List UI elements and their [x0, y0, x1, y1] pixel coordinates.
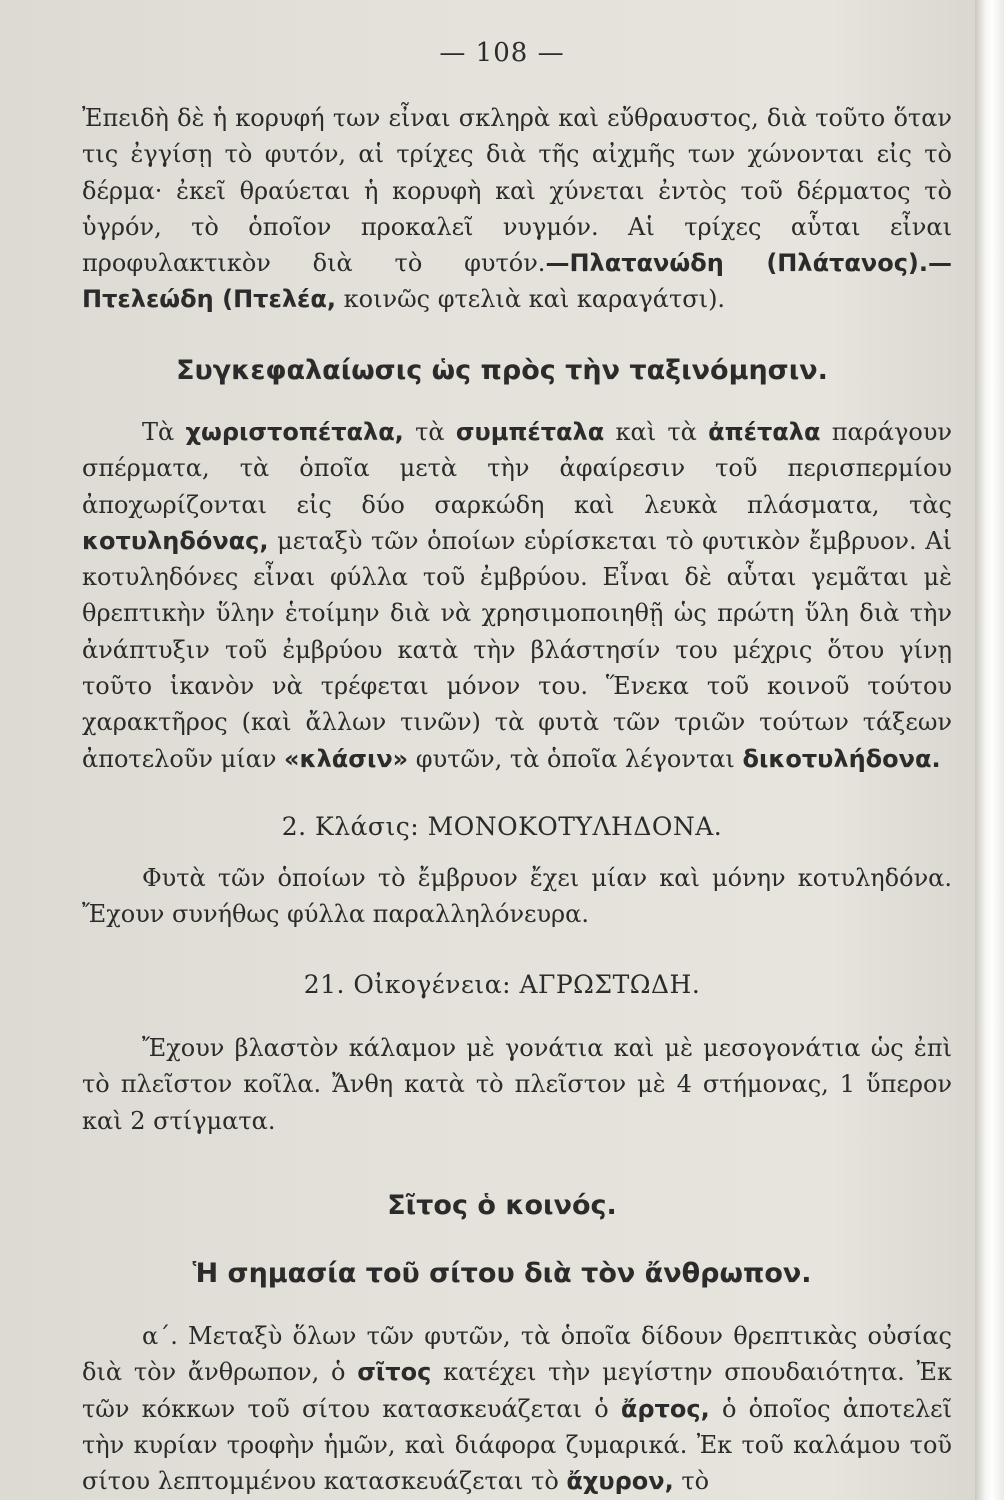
- bold-term: «κλάσιν»: [284, 744, 409, 773]
- section-heading-wheat: Σῖτος ὁ κοινός.: [387, 1190, 617, 1221]
- text: α΄. Μεταξὺ ὅλων τῶν φυτῶν, τὰ ὁποῖα δίδουν θρεπτικὰς οὐσίας διὰ τὸν ἄνθρωπον, ὁ: [82, 1322, 952, 1387]
- text: Ἐπειδὴ δὲ ἡ κορυφή των εἶναι σκληρὰ καὶ εὔθραυστος, διὰ τοῦτο ὅταν τις ἐγγίσῃ τὸ φυτόν, αἱ τρίχες διὰ τῆς αἰχμῆς των χώνονται εἰς τὸ δέρμα· ἐκεῖ θραύεται ἡ κορυφὴ καὶ χύνεται ἐντὸς τοῦ δέρματος τὸ ὑγρόν, τὸ ὁποῖον προκαλεῖ νυγμόν. Αἱ τρίχες αὗται εἶναι προφυλακτικὸν διὰ τὸ φυτόν.: [82, 104, 952, 278]
- paragraph-grasses: [82, 1030, 952, 1139]
- text: τὸ: [673, 1467, 710, 1496]
- class-heading-monocotyledons: 2. Κλάσις: ΜΟΝΟΚΟΤΥΛΗΔΟΝΑ.: [281, 812, 723, 841]
- text: Ἔχουν βλαστὸν κάλαμον μὲ γονάτια καὶ μὲ μεσογονάτια ὡς ἐπὶ τὸ πλεῖστον κοῖλα. Ἄνθη κατὰ τὸ πλεῖστον μὲ 4 στήμονας, 1 ὕπερον καὶ 2 στίγματα.: [82, 1034, 952, 1135]
- text: μεταξὺ τῶν ὁποίων εὑρίσκεται τὸ φυτικὸν ἔμβρυον. Αἱ κοτυληδόνες εἶναι φύλλα τοῦ ἐμβρύου. Εἶναι δὲ αὗται γεμᾶται μὲ θρεπτικὴν ὕλην ἑτοίμην διὰ νὰ χρησιμοποιηθῇ ὡς πρώτη ὕλη διὰ τὴν ἀνάπτυξιν τοῦ ἐμβρύου κατὰ τὴν βλάστησίν του μέχρις ὅτου γίνῃ τοῦτο ἱκανὸν νὰ τρέφεται μόνον του. Ἕνεκα τοῦ κοινοῦ τούτου χαρακτῆρος (καὶ ἄλλων τινῶν) τὰ φυτὰ τῶν τριῶν τούτων τάξεων ἀποτελοῦν μίαν: [82, 526, 952, 773]
- paragraph-monocot-definition: [82, 860, 952, 933]
- bold-term: χωριστοπέταλα,: [185, 418, 404, 446]
- section-heading-summary: Συγκεφαλαίωσις ὡς πρὸς τὴν ταξινόμησιν.: [176, 355, 828, 386]
- section-heading-importance: Ἡ σημασία τοῦ σίτου διὰ τὸν ἄνθρωπον.: [192, 1258, 812, 1289]
- bold-term: ἀπέταλα: [708, 418, 821, 446]
- text: φυτῶν, τὰ ὁποῖα λέγονται: [408, 744, 743, 773]
- page-number: — 108 —: [439, 38, 565, 68]
- bold-term: ἄρτος,: [620, 1394, 710, 1423]
- text: τὰ: [403, 418, 456, 446]
- bold-term: ἄχυρον,: [566, 1467, 674, 1496]
- family-heading-grasses: 21. Οἰκογένεια: ΑΓΡΩΣΤΩΔΗ.: [303, 970, 701, 999]
- text: κοινῶς φτελιὰ καὶ καραγάτσι).: [335, 285, 726, 314]
- paragraph-wheat-importance: [82, 1318, 952, 1499]
- bold-term: σῖτος: [357, 1358, 432, 1387]
- text: κατέχει τὴν μεγίστην σπουδαιότητα. Ἐκ τῶν κόκκων τοῦ σίτου κατασκευάζεται ὁ: [82, 1358, 953, 1423]
- text: Τὰ: [142, 418, 186, 446]
- bold-term: συμπέταλα: [455, 418, 605, 446]
- paragraph-nettle-hairs: [82, 100, 952, 318]
- bold-term: δικοτυλήδονα.: [742, 744, 941, 773]
- paragraph-dicotyledons: [82, 414, 952, 777]
- bold-term: κοτυληδόνας,: [82, 526, 269, 555]
- text: παράγουν σπέρματα, τὰ ὁποῖα μετὰ τὴν ἀφαίρεσιν τοῦ περισπερμίου ἀποχωρίζονται εἰς δύο σαρκώδη καὶ λευκὰ πλάσματα, τὰς: [82, 418, 952, 519]
- text: Φυτὰ τῶν ὁποίων τὸ ἔμβρυον ἔχει μίαν καὶ μόνην κοτυληδόνα. Ἔχουν συνήθως φύλλα παραλληλόνευρα.: [82, 864, 952, 929]
- bold-term: —Πλατανώδη (Πλάτανος).— Πτελεώδη (Πτελέα,: [82, 249, 953, 314]
- text: καὶ τὰ: [604, 418, 709, 446]
- text: ὁ ὁποῖος ἀποτελεῖ τὴν κυρίαν τροφὴν ἡμῶν, καὶ διάφορα ζυμαρικά. Ἐκ τοῦ καλάμου τοῦ σίτου λεπτομμένου κατασκευάζεται τὸ: [82, 1394, 952, 1496]
